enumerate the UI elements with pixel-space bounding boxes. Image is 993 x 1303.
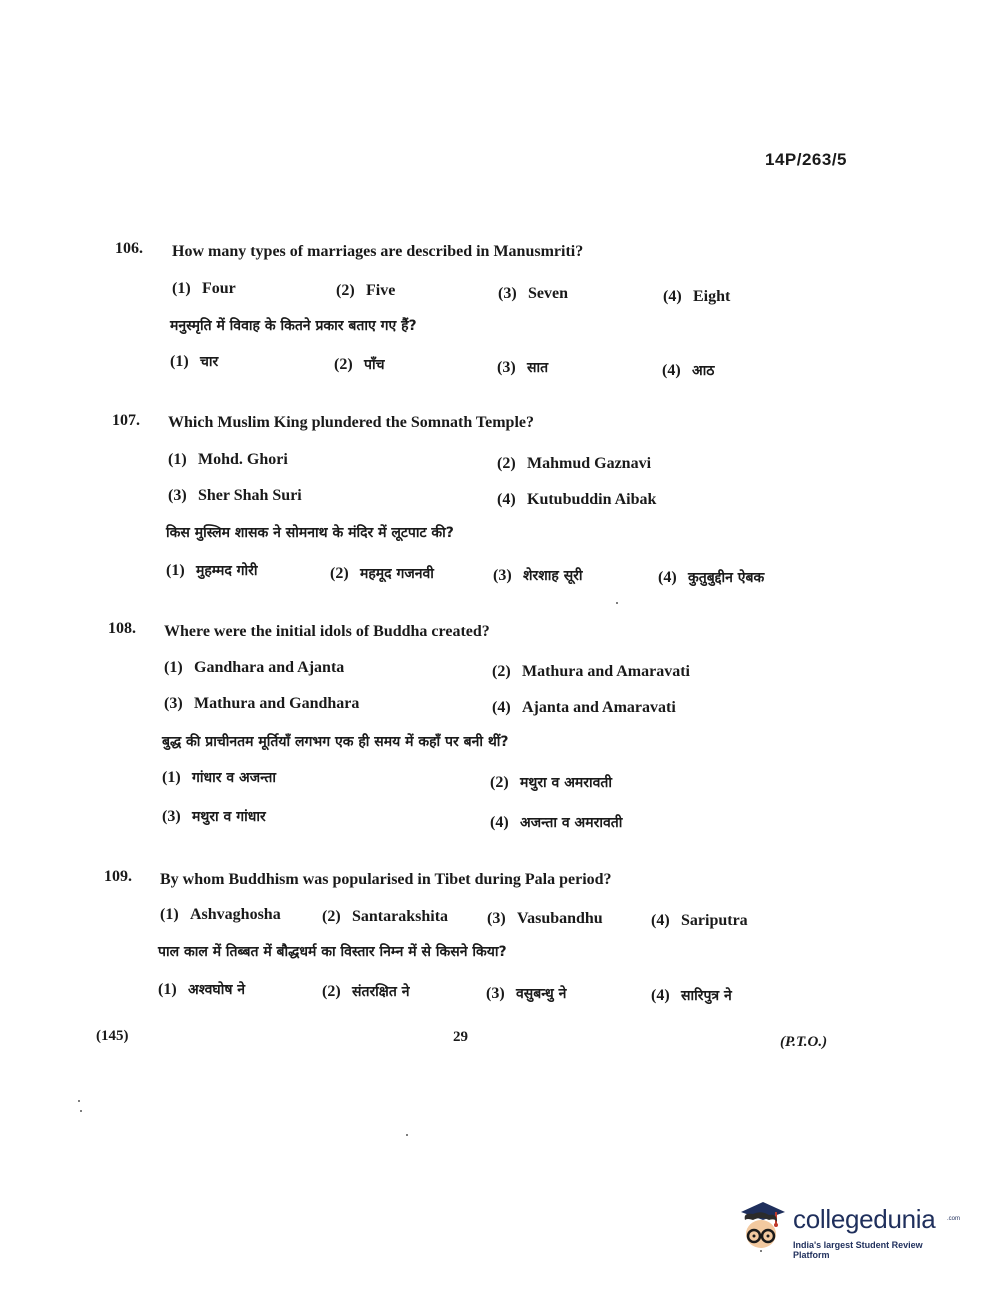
option xyxy=(497,455,651,473)
option xyxy=(492,699,676,717)
option-number: (3) xyxy=(493,567,512,584)
option-number: (4) xyxy=(497,491,516,508)
collegedunia-logo xyxy=(735,1198,960,1258)
option-hi xyxy=(334,355,384,374)
logo-tagline: India's largest Student Review Platform xyxy=(793,1240,923,1260)
option-text: Sher Shah Suri xyxy=(198,487,302,504)
option-text: मथुरा व अमरावती xyxy=(520,775,613,791)
option-text: Mahmud Gaznavi xyxy=(527,455,652,472)
option-text: मथुरा व गांधार xyxy=(192,809,266,825)
please-turn-over: (P.T.O.) xyxy=(780,1034,828,1050)
option-number: (2) xyxy=(497,455,516,472)
option-number: (2) xyxy=(336,282,355,299)
option-text: मुहम्मद गोरी xyxy=(196,563,258,579)
option-text: Vasubandhu xyxy=(517,910,603,927)
option xyxy=(172,280,236,298)
question-text-hi: बुद्ध की प्राचीनतम मूर्तियाँ लगभग एक ही समय में कहाँ पर बनी थीं? xyxy=(162,734,509,750)
option-number: (3) xyxy=(168,487,187,504)
option xyxy=(487,910,603,928)
scan-speck xyxy=(616,602,618,604)
option xyxy=(168,451,288,469)
option-text: चार xyxy=(200,354,219,370)
option xyxy=(651,912,748,930)
question-number: 109. xyxy=(104,868,132,885)
option-number: (4) xyxy=(658,569,677,586)
option-text: Five xyxy=(366,282,396,299)
option xyxy=(498,285,568,303)
option xyxy=(168,487,302,505)
option-number: (4) xyxy=(662,362,681,379)
option-hi xyxy=(322,982,409,1001)
option-text: Eight xyxy=(693,288,731,305)
option-text: Ajanta and Amaravati xyxy=(522,699,676,716)
option-number: (3) xyxy=(497,359,516,376)
option-number: (3) xyxy=(487,910,506,927)
option-hi xyxy=(486,984,566,1003)
option-hi xyxy=(158,980,245,999)
option-number: (1) xyxy=(170,353,189,370)
option-text: पाँच xyxy=(364,357,385,373)
option-text: आठ xyxy=(692,363,715,379)
option-number: (3) xyxy=(162,808,181,825)
option-text: Sariputra xyxy=(681,912,748,929)
option-hi xyxy=(493,566,583,585)
footer-code: (145) xyxy=(96,1028,129,1044)
option-number: (4) xyxy=(663,288,682,305)
option-number: (1) xyxy=(168,451,187,468)
question-text-hi: किस मुस्लिम शासक ने सोमनाथ के मंदिर में लूटपाट की? xyxy=(166,525,454,541)
option-text: शेरशाह सूरी xyxy=(523,568,583,584)
option-text: Santarakshita xyxy=(352,908,449,925)
option-text: गांधार व अजन्ता xyxy=(192,770,277,786)
question-text-en: How many types of marriages are described in Manusmriti? xyxy=(172,243,584,260)
option-text: Mathura and Gandhara xyxy=(194,695,360,712)
option-number: (2) xyxy=(492,663,511,680)
option-hi xyxy=(162,807,266,826)
logo-domain-suffix: .com xyxy=(947,1216,961,1222)
option-number: (1) xyxy=(158,981,177,998)
option-number: (1) xyxy=(166,562,185,579)
option-number: (2) xyxy=(334,356,353,373)
option-number: (1) xyxy=(172,280,191,297)
question-number: 108. xyxy=(108,620,136,637)
option-number: (2) xyxy=(330,565,349,582)
option-text: सात xyxy=(527,360,549,376)
option-hi xyxy=(170,352,218,371)
option xyxy=(160,906,281,924)
option-text: सारिपुत्र ने xyxy=(681,988,732,1004)
option-number: (3) xyxy=(498,285,517,302)
option-text: Ashvaghosha xyxy=(190,906,281,923)
option-hi xyxy=(330,564,434,583)
option-hi xyxy=(166,561,258,580)
question-text-en: Which Muslim King plundered the Somnath Temple? xyxy=(168,414,534,431)
option xyxy=(164,659,344,677)
option-text: Mohd. Ghori xyxy=(198,451,288,468)
logo-wordmark: collegedunia xyxy=(793,1204,936,1234)
option xyxy=(336,282,395,300)
option-text: वसुबन्धु ने xyxy=(516,986,567,1002)
option-number: (4) xyxy=(651,987,670,1004)
option-hi xyxy=(658,568,764,587)
option-text: कुतुबुद्दीन ऐबक xyxy=(688,570,765,586)
option-hi xyxy=(651,986,732,1005)
option xyxy=(497,491,656,509)
question-number: 107. xyxy=(112,412,140,429)
option-hi xyxy=(662,361,714,380)
question-number: 106. xyxy=(115,240,143,257)
mascot-icon xyxy=(735,1198,787,1254)
option-text: संतरक्षित ने xyxy=(352,984,410,1000)
option-number: (1) xyxy=(162,769,181,786)
option-text: Gandhara and Ajanta xyxy=(194,659,345,676)
page-number: 29 xyxy=(453,1029,468,1045)
option xyxy=(663,288,730,306)
option-text: Kutubuddin Aibak xyxy=(527,491,657,508)
question-text-en: By whom Buddhism was popularised in Tibet during Pala period? xyxy=(160,871,612,888)
option-text: महमूद गजनवी xyxy=(360,566,434,582)
option-number: (1) xyxy=(160,906,179,923)
option-number: (1) xyxy=(164,659,183,676)
option-number: (4) xyxy=(490,814,509,831)
option-text: अजन्ता व अमरावती xyxy=(520,815,623,831)
option xyxy=(164,695,359,713)
option-hi xyxy=(490,773,612,792)
option-hi xyxy=(490,813,622,832)
option-number: (2) xyxy=(322,908,341,925)
scan-speck xyxy=(406,1134,408,1136)
option-hi xyxy=(162,768,276,787)
option-number: (4) xyxy=(492,699,511,716)
paper-code: 14P/263/5 xyxy=(765,150,848,169)
option-number: (2) xyxy=(490,774,509,791)
option-number: (2) xyxy=(322,983,341,1000)
option-text: Four xyxy=(202,280,236,297)
scan-speck xyxy=(78,1100,80,1102)
question-text-en: Where were the initial idols of Buddha created? xyxy=(164,623,490,640)
option-number: (4) xyxy=(651,912,670,929)
option-text: Seven xyxy=(528,285,568,302)
option xyxy=(492,663,690,681)
option-hi xyxy=(497,358,548,377)
option-text: अश्वघोष ने xyxy=(188,982,246,998)
option xyxy=(322,908,448,926)
scan-speck xyxy=(80,1110,82,1112)
question-text-hi: मनुस्मृति में विवाह के कितने प्रकार बताए गए हैं? xyxy=(170,318,417,334)
question-text-hi: पाल काल में तिब्बत में बौद्धधर्म का विस्तार निम्न में से किसने किया? xyxy=(158,944,507,960)
option-number: (3) xyxy=(164,695,183,712)
option-text: Mathura and Amaravati xyxy=(522,663,690,680)
option-number: (3) xyxy=(486,985,505,1002)
